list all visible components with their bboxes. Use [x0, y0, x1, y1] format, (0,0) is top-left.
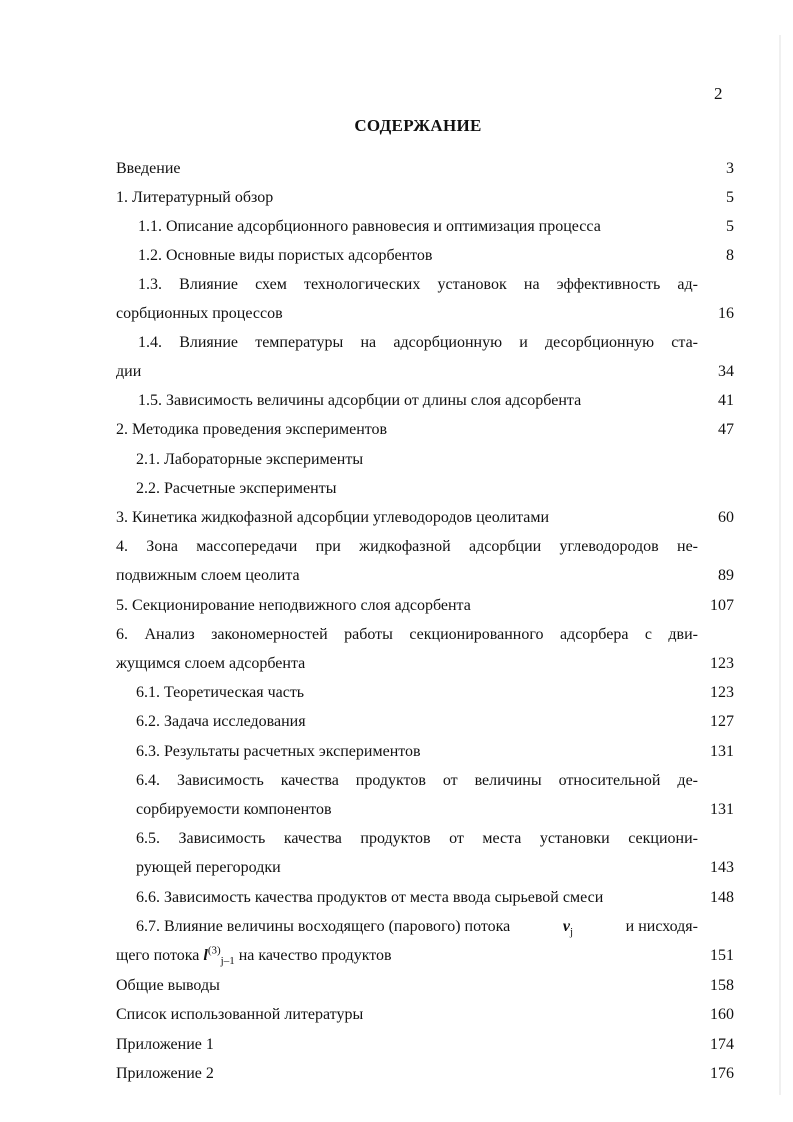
toc-entry-text: 6.6. Зависимость качества продуктов от места ввода сырьевой смеси: [136, 889, 604, 906]
toc-entry-page: 174: [710, 1036, 734, 1053]
toc-entry-text: 1.5. Зависимость величины адсорбции от длины слоя адсорбента: [138, 392, 582, 409]
toc-entry-text: 6.1. Теоретическая часть: [136, 684, 305, 701]
toc-entry[interactable]: [116, 331, 734, 355]
page-edge: [779, 35, 781, 1095]
toc-entry-text: Приложение 1: [116, 1036, 214, 1053]
toc-entry-text: 1.3. Влияние схем технологических установок на эффективность ад-: [138, 276, 698, 293]
toc-entry-text: 6. Анализ закономерностей работы секционированного адсорбера с дви-: [116, 626, 698, 643]
toc-entry[interactable]: [116, 535, 734, 559]
toc-entry[interactable]: [116, 681, 734, 705]
toc-entry-text-part: на качество продуктов: [238, 947, 392, 964]
toc-entry-text-part: щего потока: [116, 947, 200, 964]
toc-entry-page: 176: [710, 1065, 734, 1082]
toc-entry-text: 2. Методика проведения экспериментов: [116, 421, 388, 438]
toc-entry-text: рующей перегородки: [136, 859, 281, 876]
toc-entry-page: 16: [718, 305, 734, 322]
page-title: СОДЕРЖАНИЕ: [354, 116, 482, 135]
toc-entry-text: Приложение 2: [116, 1065, 214, 1082]
toc-entry-text: 6.5. Зависимость качества продуктов от места установки секциони-: [136, 830, 698, 847]
toc-entry-text: Список использованной литературы: [116, 1006, 364, 1023]
toc-entry[interactable]: [116, 186, 734, 210]
toc-entry-page: 158: [710, 977, 734, 994]
toc-entry[interactable]: [116, 215, 734, 239]
toc-entry-text: подвижным слоем цеолита: [116, 567, 300, 584]
toc-entry[interactable]: [116, 652, 734, 676]
math-symbol: v: [562, 918, 570, 935]
toc-entry-text: 2.2. Расчетные эксперименты: [136, 480, 337, 497]
toc-entry-text: 1.1. Описание адсорбционного равновесия и оптимизация процесса: [138, 218, 601, 235]
toc-entry-text: дии: [116, 363, 142, 380]
toc-entry-text-part: 6.7. Влияние величины восходящего (парового) потока: [136, 918, 511, 935]
math-symbol: l: [203, 947, 208, 964]
toc-entry-text: 1.2. Основные виды пористых адсорбентов: [138, 247, 433, 264]
toc-entry-page: 160: [710, 1006, 734, 1023]
toc-entry-page: 131: [710, 743, 734, 760]
toc-entry[interactable]: [116, 1003, 734, 1027]
toc-entry-text: 5. Секционирование неподвижного слоя адсорбента: [116, 597, 471, 614]
toc-entry-page: 123: [710, 684, 734, 701]
toc-entry[interactable]: [116, 798, 734, 822]
toc-entry-text: 1.4. Влияние температуры на адсорбционную и десорбционную ста-: [138, 334, 698, 351]
toc-entry[interactable]: [116, 740, 734, 764]
toc-entry-text: сорбционных процессов: [116, 305, 283, 322]
toc-entry[interactable]: [116, 477, 734, 501]
toc-entry-text-part: и нисходя-: [625, 918, 698, 935]
toc-entry-text: 6.2. Задача исследования: [136, 713, 306, 730]
toc-entry-page: 5: [726, 218, 734, 235]
toc-entry[interactable]: [116, 418, 734, 442]
toc-entry-page: 34: [718, 363, 734, 380]
toc-entry[interactable]: [116, 302, 734, 326]
toc-entry-page: 47: [718, 421, 734, 438]
toc-entry-text: 3. Кинетика жидкофазной адсорбции углеводородов цеолитами: [116, 509, 550, 526]
toc-entry-page: 127: [710, 713, 734, 730]
toc-entry[interactable]: [116, 886, 734, 910]
toc-entry-text: 1. Литературный обзор: [116, 189, 274, 206]
toc-entry-page: 89: [718, 567, 734, 584]
toc-entry[interactable]: [116, 769, 734, 793]
toc-entry-page: 107: [710, 597, 734, 614]
toc-entry-text: Введение: [116, 160, 181, 177]
toc-entry[interactable]: [116, 974, 734, 998]
toc-entry-text: 2.1. Лабораторные эксперименты: [136, 451, 364, 468]
page-number: 2: [714, 84, 723, 103]
toc-entry[interactable]: [116, 856, 734, 880]
toc-entry-page: 131: [710, 801, 734, 818]
toc-entry[interactable]: [116, 448, 734, 472]
toc-entry[interactable]: [116, 389, 734, 413]
toc-entry-page: 41: [718, 392, 734, 409]
toc-entry-page: 8: [726, 247, 734, 264]
toc-entry-page: 151: [710, 947, 734, 964]
toc-entry-text: Общие выводы: [116, 977, 220, 994]
math-subscript: j: [569, 926, 574, 939]
toc-entry[interactable]: [116, 623, 734, 647]
toc-entry-page: 3: [726, 160, 734, 177]
toc-entry[interactable]: [116, 1033, 734, 1057]
toc-entry[interactable]: [116, 244, 734, 268]
toc-entry-page: 5: [726, 189, 734, 206]
toc-entry-page: 60: [718, 509, 734, 526]
toc-entry[interactable]: [116, 827, 734, 851]
toc-entry[interactable]: [116, 594, 734, 618]
toc-entry[interactable]: [116, 564, 734, 588]
toc-entry[interactable]: [116, 360, 734, 384]
toc-entry-page: 148: [710, 889, 734, 906]
toc-entry[interactable]: [116, 157, 734, 181]
math-superscript: (3): [207, 944, 221, 957]
toc-entry-text: 6.3. Результаты расчетных экспериментов: [136, 743, 421, 760]
toc-entry-text: жущимся слоем адсорбента: [116, 655, 306, 672]
toc-entry[interactable]: [116, 710, 734, 734]
toc-entry-text: сорбируемости компонентов: [136, 801, 332, 818]
toc-entry[interactable]: [116, 944, 734, 968]
toc-entry[interactable]: [116, 1062, 734, 1086]
toc-entry[interactable]: [116, 273, 734, 297]
toc-entry[interactable]: [116, 506, 734, 530]
toc-entry-page: 143: [710, 859, 734, 876]
toc-entry-text: 6.4. Зависимость качества продуктов от величины относительной де-: [136, 772, 698, 789]
toc-entry-text: [136, 915, 698, 939]
toc-entry[interactable]: [116, 915, 734, 939]
toc-entry-text: 4. Зона массопередачи при жидкофазной адсорбции углеводородов не-: [116, 538, 698, 555]
toc-entry-page: 123: [710, 655, 734, 672]
math-subscript: j–1: [220, 955, 235, 968]
toc-entry-text: [116, 944, 392, 968]
